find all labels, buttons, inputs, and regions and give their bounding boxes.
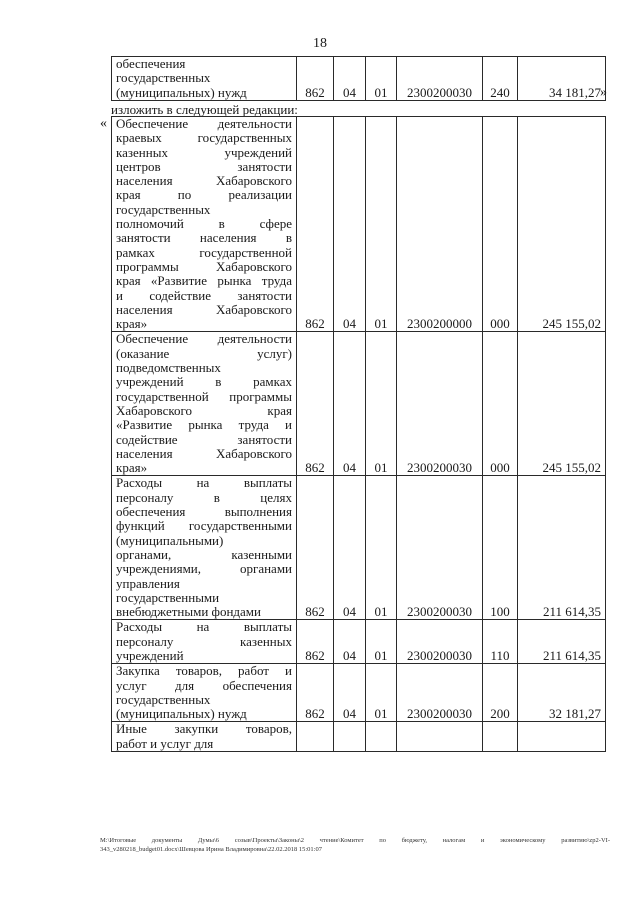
description-line: рамках государственной	[116, 244, 292, 260]
code-subsection-cell: 01	[366, 476, 397, 620]
description-line: государственной программы	[116, 388, 292, 404]
description-line: внебюджетными фондами	[116, 604, 261, 620]
description-line: (оказание услуг)	[116, 345, 292, 361]
description-line: подведомственных	[116, 360, 221, 376]
main-table	[111, 116, 606, 752]
row-description	[112, 722, 297, 752]
description-line: Закупка товаров, работ и	[116, 663, 292, 679]
top-table	[111, 56, 606, 101]
code-section-cell: 04	[334, 664, 366, 722]
code-ministry-cell: 862	[297, 620, 334, 664]
description-line: учреждений	[116, 647, 184, 663]
amount-cell: 245 155,02	[518, 117, 606, 332]
footer-line-2: 343_v280218_budget01.docx\Шевцова Ирина Владимировна\22.02.2018 15:01:07	[100, 846, 322, 853]
code-ministry-cell	[297, 722, 334, 752]
code-expense-type-cell	[483, 722, 518, 752]
description-line: края»	[116, 316, 148, 332]
description-line: (муниципальных) нужд	[116, 84, 247, 100]
code-target-article-cell: 2300200030	[397, 57, 483, 101]
description-line: (муниципальными)	[116, 532, 224, 548]
description-line: (муниципальных) нужд	[116, 706, 247, 722]
description-line: Хабаровского края	[116, 402, 292, 418]
table-row	[112, 57, 606, 101]
description-line: обеспечения выполнения	[116, 504, 292, 520]
row-description	[112, 664, 297, 722]
description-line: населения Хабаровского	[116, 301, 292, 317]
description-line: края»	[116, 460, 148, 476]
code-target-article-cell: 2300200030	[397, 620, 483, 664]
description-line: работ и услуг для	[116, 735, 214, 751]
code-section-cell: 04	[334, 57, 366, 101]
code-section-cell: 04	[334, 332, 366, 476]
table-row	[112, 332, 606, 476]
row-description	[112, 620, 297, 664]
code-section-cell: 04	[334, 620, 366, 664]
description-line: полномочий в сфере	[116, 216, 292, 232]
description-line: учреждениями, органами	[116, 561, 292, 577]
row-description	[112, 117, 297, 332]
code-section-cell: 04	[334, 476, 366, 620]
description-line: Иные закупки товаров,	[116, 721, 292, 737]
code-target-article-cell	[397, 722, 483, 752]
code-expense-type-cell: 200	[483, 664, 518, 722]
page-number: 18	[313, 36, 327, 51]
code-expense-type-cell: 100	[483, 476, 518, 620]
open-quote: «	[100, 116, 107, 131]
code-expense-type-cell: 110	[483, 620, 518, 664]
description-line: органами, казенными	[116, 546, 292, 562]
amount-cell: 32 181,27	[518, 664, 606, 722]
amount-cell: 211 614,35	[518, 476, 606, 620]
code-subsection-cell: 01	[366, 117, 397, 332]
description-line: края по реализации	[116, 187, 292, 203]
description-line: Обеспечение деятельности	[116, 331, 292, 347]
row-description	[112, 332, 297, 476]
code-subsection-cell: 01	[366, 620, 397, 664]
description-line: и содействие занятости	[116, 287, 292, 303]
code-subsection-cell: 01	[366, 664, 397, 722]
code-ministry-cell: 862	[297, 476, 334, 620]
code-expense-type-cell: 240	[483, 57, 518, 101]
description-line: края «Развитие рынка труда	[116, 273, 292, 289]
code-expense-type-cell: 000	[483, 332, 518, 476]
description-line: управления	[116, 575, 180, 591]
table-row	[112, 117, 606, 332]
description-line: «Развитие рынка труда и	[116, 417, 292, 433]
description-line: государственных	[116, 691, 211, 707]
description-line: государственных	[116, 70, 211, 86]
table-row	[112, 620, 606, 664]
code-subsection-cell: 01	[366, 332, 397, 476]
code-subsection-cell	[366, 722, 397, 752]
transition-text: изложить в следующей редакции:	[111, 102, 298, 117]
description-line: Расходы на выплаты	[116, 475, 292, 491]
description-line: персоналу в целях	[116, 489, 292, 505]
amount-cell: 211 614,35	[518, 620, 606, 664]
description-line: функций государственными	[116, 518, 292, 534]
table-row	[112, 664, 606, 722]
code-ministry-cell: 862	[297, 117, 334, 332]
description-line: учреждений в рамках	[116, 374, 292, 390]
file-path-footer	[100, 836, 610, 854]
code-target-article-cell: 2300200030	[397, 476, 483, 620]
code-expense-type-cell: 000	[483, 117, 518, 332]
code-subsection-cell: 01	[366, 57, 397, 101]
code-section-cell	[334, 722, 366, 752]
row-description	[112, 476, 297, 620]
description-line: населения Хабаровского	[116, 445, 292, 461]
amount-cell: 34 181,27	[518, 57, 606, 101]
description-line: Обеспечение деятельности	[116, 116, 292, 131]
description-line: содействие занятости	[116, 431, 292, 447]
amount-cell	[518, 722, 606, 752]
code-target-article-cell: 2300200000	[397, 117, 483, 332]
description-line: центров занятости	[116, 158, 292, 174]
code-ministry-cell: 862	[297, 664, 334, 722]
close-quote: »	[600, 85, 607, 100]
description-line: населения Хабаровского	[116, 173, 292, 189]
table-row	[112, 476, 606, 620]
code-target-article-cell: 2300200030	[397, 332, 483, 476]
amount-cell: 245 155,02	[518, 332, 606, 476]
description-line: обеспечения	[116, 56, 186, 71]
code-section-cell: 04	[334, 117, 366, 332]
description-line: государственных	[116, 201, 211, 217]
code-ministry-cell: 862	[297, 57, 334, 101]
footer-line-1: M:\Итоговые документы Думы\6 созыв\Проекты\Законы\2 чтение\Комитет по бюджету, налогам и экономическому развитию\zp2-VI-	[100, 837, 610, 844]
description-line: программы Хабаровского	[116, 258, 292, 274]
code-ministry-cell: 862	[297, 332, 334, 476]
description-line: персоналу казенных	[116, 633, 292, 649]
description-line: краевых государственных	[116, 130, 292, 146]
table-row	[112, 722, 606, 752]
description-line: Расходы на выплаты	[116, 619, 292, 635]
description-line: казенных учреждений	[116, 144, 292, 160]
row-description	[112, 57, 297, 101]
code-target-article-cell: 2300200030	[397, 664, 483, 722]
description-line: государственными	[116, 589, 220, 605]
description-line: занятости населения в	[116, 230, 292, 246]
description-line: услуг для обеспечения	[116, 677, 292, 693]
